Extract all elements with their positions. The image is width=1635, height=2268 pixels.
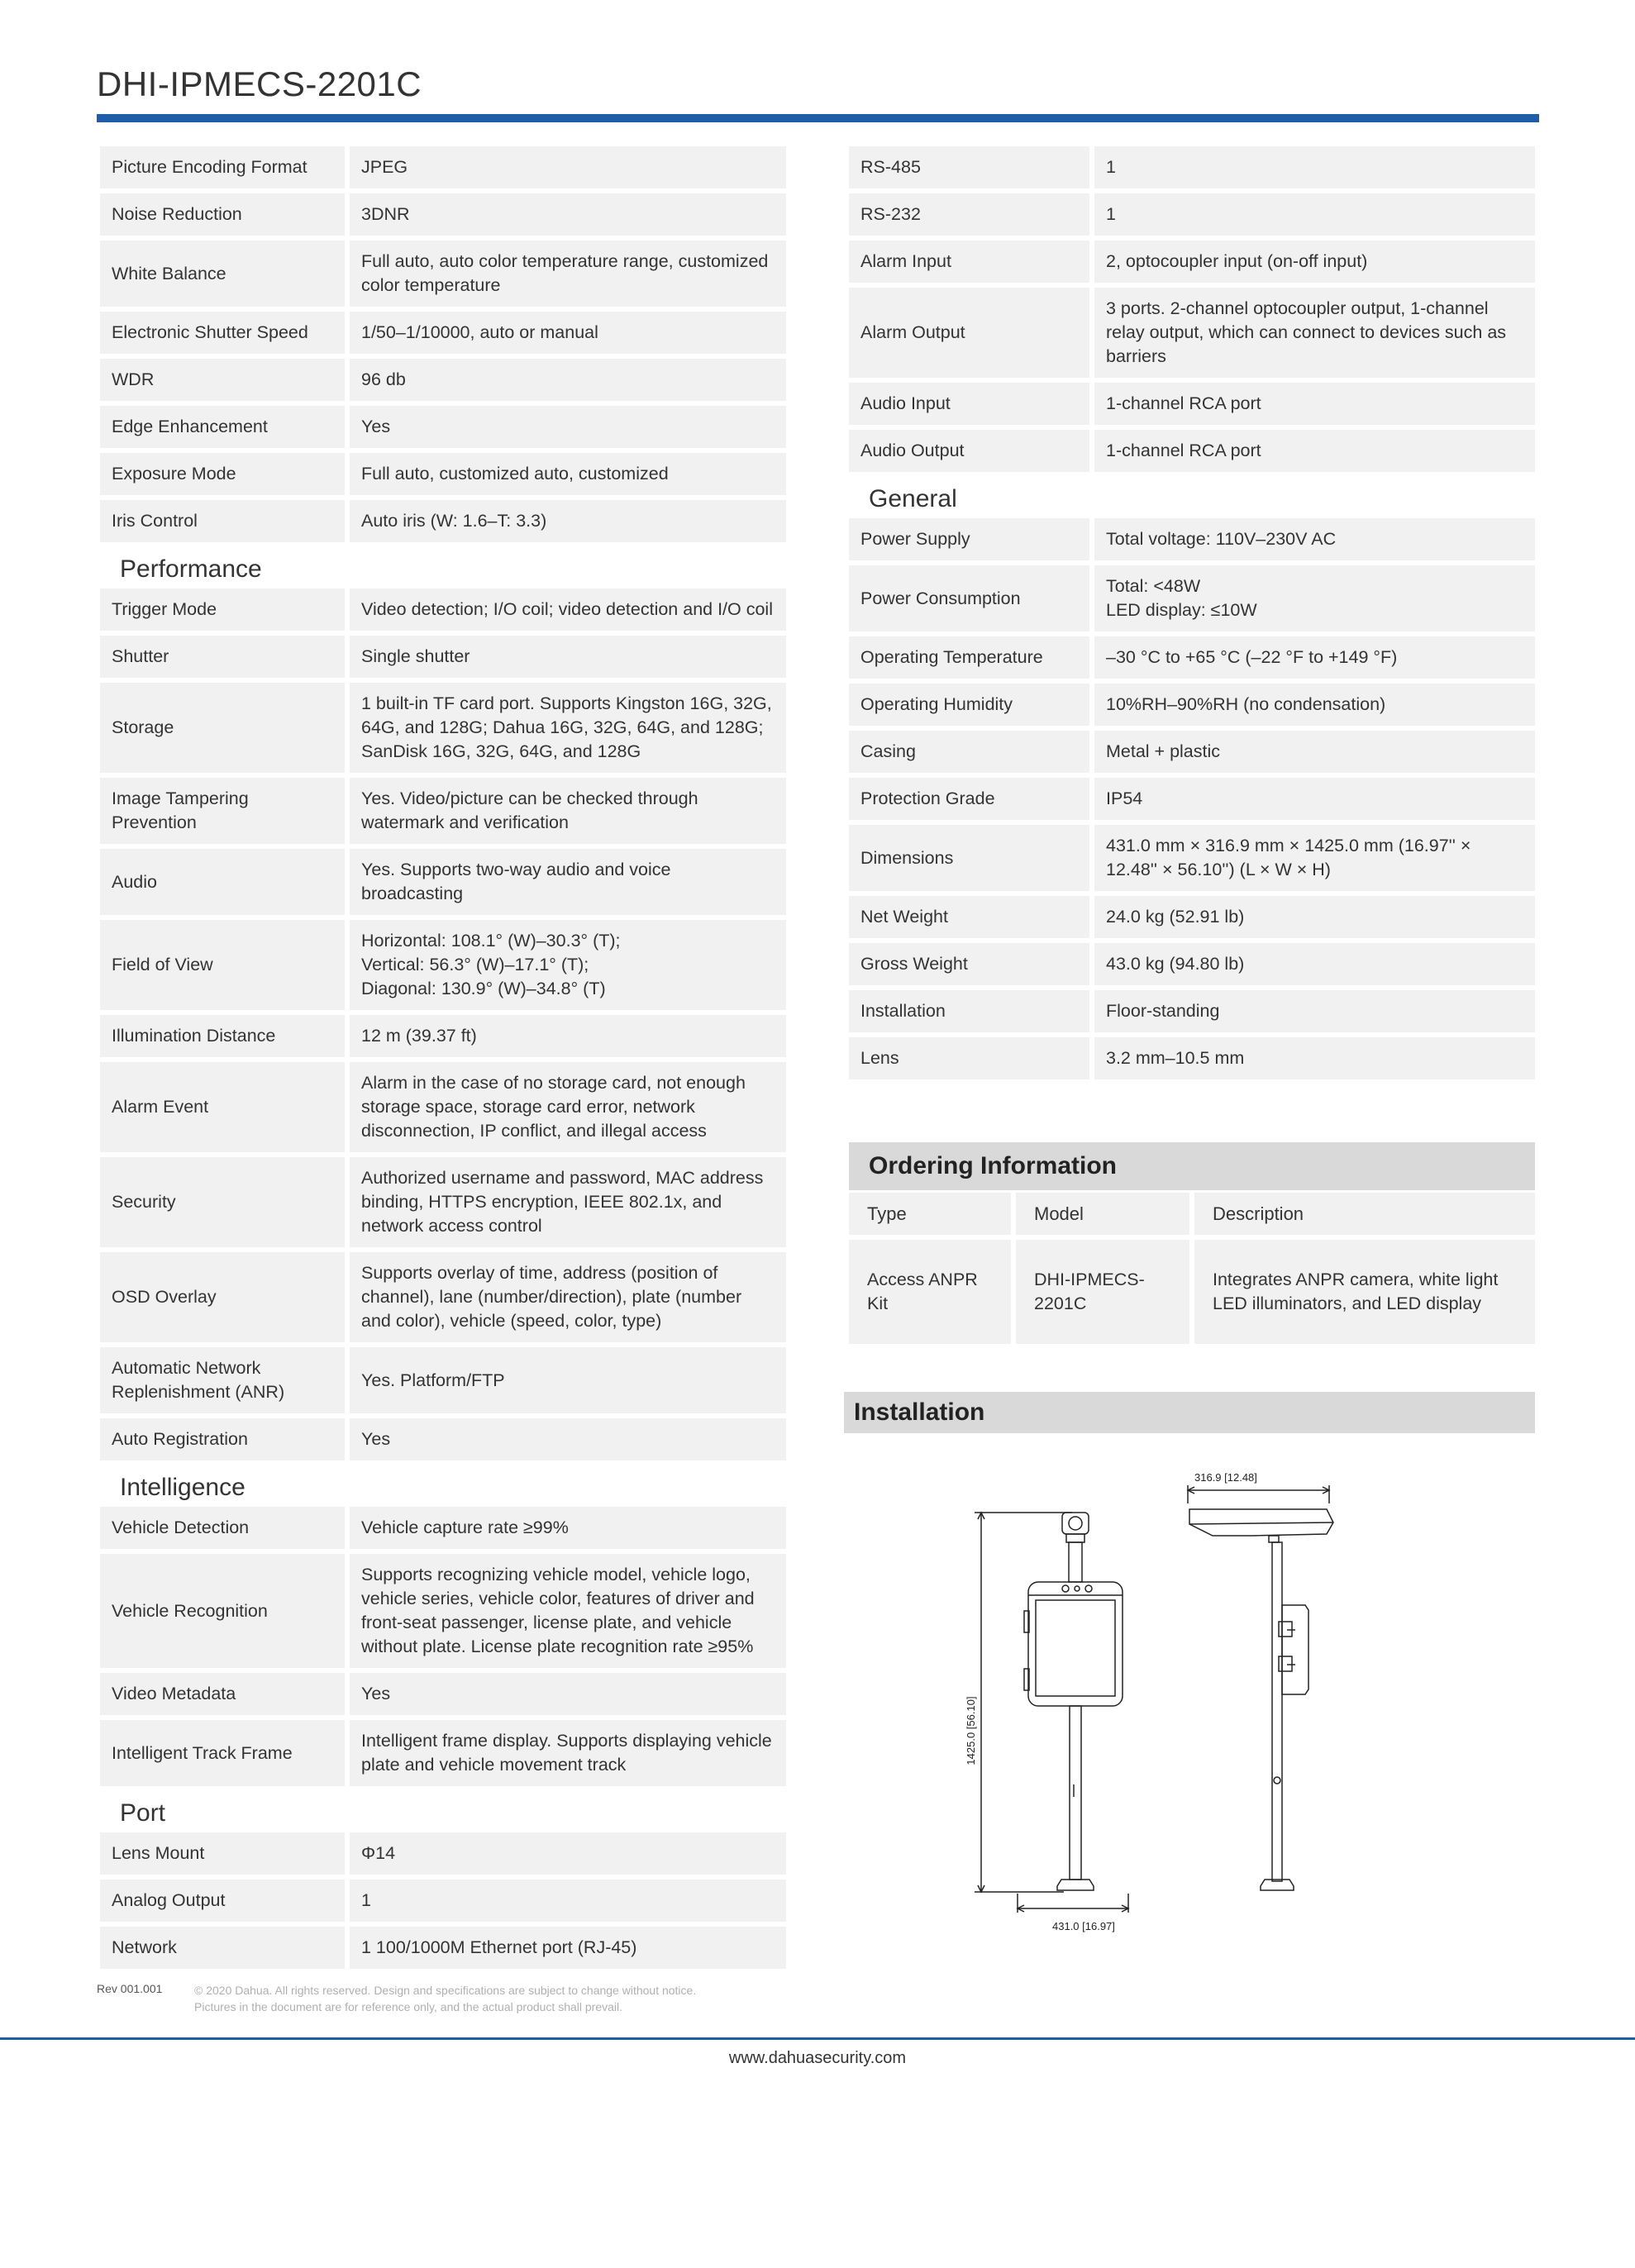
spec-row — [100, 1507, 786, 1549]
spec-row — [849, 731, 1535, 773]
spec-value: JPEG — [350, 146, 786, 188]
spec-value: 43.0 kg (94.80 lb) — [1094, 943, 1535, 985]
spec-label: RS-232 — [849, 193, 1094, 236]
spec-value: 1-channel RCA port — [1094, 383, 1535, 425]
ordering-type: Access ANPR Kit — [849, 1240, 1016, 1344]
general-spec-table — [849, 513, 1535, 1084]
spec-value: 2, optocoupler input (on-off input) — [1094, 241, 1535, 283]
spec-label: Vehicle Detection — [100, 1507, 350, 1549]
spec-label: Power Supply — [849, 518, 1094, 560]
dimension-width-label: 316.9 [12.48] — [1194, 1471, 1257, 1484]
dimension-length-label: 431.0 [16.97] — [1052, 1920, 1115, 1932]
spec-label: Net Weight — [849, 896, 1094, 938]
spec-label: Lens — [849, 1037, 1094, 1079]
spec-value: Full auto, auto color temperature range, customized color temperature — [350, 241, 786, 307]
spec-label: Network — [100, 1927, 350, 1969]
spec-row — [849, 990, 1535, 1032]
spec-row — [100, 1927, 786, 1969]
spec-row — [849, 684, 1535, 726]
spec-label: Auto Registration — [100, 1418, 350, 1460]
spec-label: Video Metadata — [100, 1673, 350, 1715]
spec-label: Audio Output — [849, 430, 1094, 472]
spec-label: White Balance — [100, 241, 350, 307]
spec-label: Lens Mount — [100, 1832, 350, 1875]
spec-label: Iris Control — [100, 500, 350, 542]
spec-label: Exposure Mode — [100, 453, 350, 495]
spec-value: Floor-standing — [1094, 990, 1535, 1032]
spec-row — [849, 565, 1535, 631]
section-heading-performance: Performance — [120, 555, 262, 583]
ordering-header-row — [849, 1193, 1535, 1235]
spec-row — [100, 1880, 786, 1922]
spec-label: Security — [100, 1157, 350, 1247]
spec-label: Operating Humidity — [849, 684, 1094, 726]
spec-value: 1 — [350, 1880, 786, 1922]
spec-label: Trigger Mode — [100, 588, 350, 631]
spec-row — [849, 288, 1535, 378]
spec-value: Authorized username and password, MAC address binding, HTTPS encryption, IEEE 802.1x, and network access control — [350, 1157, 786, 1247]
spec-row — [100, 1673, 786, 1715]
spec-value: Metal + plastic — [1094, 731, 1535, 773]
spec-row — [849, 825, 1535, 891]
spec-value: IP54 — [1094, 778, 1535, 820]
title-divider — [97, 114, 1539, 122]
spec-value: 24.0 kg (52.91 lb) — [1094, 896, 1535, 938]
ordering-model: DHI-IPMECS-2201C — [1016, 1240, 1194, 1344]
spec-label: Noise Reduction — [100, 193, 350, 236]
right-column — [849, 146, 1535, 2268]
spec-label: Power Consumption — [849, 565, 1094, 631]
spec-row — [100, 849, 786, 915]
spec-value: Yes. Video/picture can be checked through watermark and verification — [350, 778, 786, 844]
spec-value: Auto iris (W: 1.6–T: 3.3) — [350, 500, 786, 542]
spec-row — [100, 1157, 786, 1247]
intelligence-spec-table — [100, 1502, 786, 1791]
section-heading-installation: Installation — [844, 1392, 1535, 1433]
spec-row — [100, 1720, 786, 1786]
product-line-drawing — [849, 1433, 1535, 2268]
spec-label: Protection Grade — [849, 778, 1094, 820]
spec-label: Automatic Network Replenishment (ANR) — [100, 1347, 350, 1413]
dimension-height-label: 1425.0 [56.10] — [965, 1696, 977, 1765]
spec-value: 1/50–1/10000, auto or manual — [350, 312, 786, 354]
footer-website-link[interactable]: www.dahuasecurity.com — [728, 2049, 907, 2067]
spec-value: Single shutter — [350, 636, 786, 678]
spec-row — [100, 453, 786, 495]
spec-row — [849, 778, 1535, 820]
spec-row — [100, 193, 786, 236]
spec-row — [849, 241, 1535, 283]
spec-label: Audio Input — [849, 383, 1094, 425]
spec-value: 1 built-in TF card port. Supports Kingston 16G, 32G, 64G, and 128G; Dahua 16G, 32G, 64G, and 128G; SanDisk 16G, 32G, 64G, and 128G — [350, 683, 786, 773]
spec-row — [100, 1015, 786, 1057]
spec-label: Edge Enhancement — [100, 406, 350, 448]
section-heading-ordering-information: Ordering Information — [849, 1142, 1535, 1190]
spec-row — [100, 1252, 786, 1342]
spec-value: 3 ports. 2-channel optocoupler output, 1-channel relay output, which can connect to devices such as barriers — [1094, 288, 1535, 378]
spec-value: Yes. Supports two-way audio and voice broadcasting — [350, 849, 786, 915]
spec-value: Full auto, customized auto, customized — [350, 453, 786, 495]
copyright-line: © 2020 Dahua. All rights reserved. Design and specifications are subject to change without notice. — [194, 1984, 697, 1997]
spec-label: OSD Overlay — [100, 1252, 350, 1342]
ordering-column-type: Type — [849, 1193, 1016, 1235]
spec-row — [100, 588, 786, 631]
performance-spec-table — [100, 584, 786, 1465]
spec-value: 1 — [1094, 193, 1535, 236]
spec-row — [100, 500, 786, 542]
spec-row — [100, 241, 786, 307]
ordering-column-model: Model — [1016, 1193, 1194, 1235]
section-heading-port: Port — [120, 1799, 166, 1827]
spec-row — [100, 1418, 786, 1460]
spec-value: Video detection; I/O coil; video detection and I/O coil — [350, 588, 786, 631]
spec-label: Electronic Shutter Speed — [100, 312, 350, 354]
spec-row — [849, 193, 1535, 236]
spec-row — [100, 359, 786, 401]
copyright-line: Pictures in the document are for reference only, and the actual product shall prevail. — [194, 2000, 623, 2013]
spec-row — [100, 1832, 786, 1875]
spec-label: Casing — [849, 731, 1094, 773]
spec-row — [849, 146, 1535, 188]
spec-value: Yes — [350, 1418, 786, 1460]
spec-value: Φ14 — [350, 1832, 786, 1875]
section-heading-intelligence: Intelligence — [120, 1474, 245, 1501]
spec-value: Total: <48W LED display: ≤10W — [1094, 565, 1535, 631]
spec-label: Illumination Distance — [100, 1015, 350, 1057]
spec-row — [849, 1037, 1535, 1079]
camera-spec-table — [100, 141, 786, 547]
spec-label: Field of View — [100, 920, 350, 1010]
document-title: DHI-IPMECS-2201C — [97, 64, 422, 103]
spec-row — [849, 636, 1535, 679]
spec-value: Supports overlay of time, address (position of channel), lane (number/direction), plate (number and color), vehicle (speed, color, type) — [350, 1252, 786, 1342]
copyright-notice — [194, 1982, 696, 2015]
spec-row — [100, 778, 786, 844]
left-column — [100, 146, 786, 1974]
spec-value: 12 m (39.37 ft) — [350, 1015, 786, 1057]
table-row — [849, 1240, 1535, 1344]
spec-label: Installation — [849, 990, 1094, 1032]
spec-value: 1 100/1000M Ethernet port (RJ-45) — [350, 1927, 786, 1969]
spec-value: Intelligent frame display. Supports displaying vehicle plate and vehicle movement track — [350, 1720, 786, 1786]
spec-label: Intelligent Track Frame — [100, 1720, 350, 1786]
spec-row — [100, 920, 786, 1010]
spec-label: Alarm Event — [100, 1062, 350, 1152]
spec-value: Total voltage: 110V–230V AC — [1094, 518, 1535, 560]
spec-label: Gross Weight — [849, 943, 1094, 985]
port-spec-table-continued — [849, 141, 1535, 477]
spec-label: Storage — [100, 683, 350, 773]
spec-row — [100, 1554, 786, 1668]
spec-value: Yes. Platform/FTP — [350, 1347, 786, 1413]
section-heading-general: General — [869, 485, 957, 512]
ordering-table — [849, 1188, 1535, 1349]
spec-value: Vehicle capture rate ≥99% — [350, 1507, 786, 1549]
spec-value: 96 db — [350, 359, 786, 401]
spec-row — [849, 518, 1535, 560]
spec-label: Image Tampering Prevention — [100, 778, 350, 844]
spec-row — [100, 1062, 786, 1152]
spec-value: 3DNR — [350, 193, 786, 236]
spec-label: Shutter — [100, 636, 350, 678]
spec-label: RS-485 — [849, 146, 1094, 188]
spec-value: Yes — [350, 1673, 786, 1715]
spec-row — [100, 406, 786, 448]
spec-label: Analog Output — [100, 1880, 350, 1922]
spec-value: 10%RH–90%RH (no condensation) — [1094, 684, 1535, 726]
spec-value: 1 — [1094, 146, 1535, 188]
spec-row — [100, 683, 786, 773]
spec-label: WDR — [100, 359, 350, 401]
spec-row — [849, 383, 1535, 425]
spec-value: 431.0 mm × 316.9 mm × 1425.0 mm (16.97'' × 12.48'' × 56.10'') (L × W × H) — [1094, 825, 1535, 891]
spec-value: Yes — [350, 406, 786, 448]
spec-label: Dimensions — [849, 825, 1094, 891]
spec-value: Alarm in the case of no storage card, not enough storage space, storage card error, network disconnection, IP conflict, and illegal access — [350, 1062, 786, 1152]
spec-value: Horizontal: 108.1° (W)–30.3° (T); Vertical: 56.3° (W)–17.1° (T); Diagonal: 130.9° (W)–34.8° (T) — [350, 920, 786, 1010]
spec-label: Operating Temperature — [849, 636, 1094, 679]
ordering-description: Integrates ANPR camera, white light LED illuminators, and LED display — [1194, 1240, 1535, 1344]
spec-label: Vehicle Recognition — [100, 1554, 350, 1668]
spec-label: Audio — [100, 849, 350, 915]
spec-row — [849, 430, 1535, 472]
spec-label: Alarm Output — [849, 288, 1094, 378]
spec-value: 3.2 mm–10.5 mm — [1094, 1037, 1535, 1079]
spec-value: Supports recognizing vehicle model, vehicle logo, vehicle series, vehicle color, features of driver and front-seat passenger, license plate, and vehicle without plate. License plate recognition rate ≥95% — [350, 1554, 786, 1668]
spec-row — [100, 312, 786, 354]
spec-label: Alarm Input — [849, 241, 1094, 283]
spec-row — [100, 1347, 786, 1413]
spec-value: –30 °C to +65 °C (–22 °F to +149 °F) — [1094, 636, 1535, 679]
spec-row — [100, 146, 786, 188]
footer-divider — [0, 2037, 1635, 2040]
installation-dimension-drawing — [849, 1433, 1535, 2268]
spec-value: 1-channel RCA port — [1094, 430, 1535, 472]
revision-label: Rev 001.001 — [97, 1982, 163, 1995]
spec-row — [849, 896, 1535, 938]
spec-row — [100, 636, 786, 678]
ordering-column-description: Description — [1194, 1193, 1535, 1235]
spec-row — [849, 943, 1535, 985]
spec-label: Picture Encoding Format — [100, 146, 350, 188]
port-spec-table — [100, 1827, 786, 1974]
